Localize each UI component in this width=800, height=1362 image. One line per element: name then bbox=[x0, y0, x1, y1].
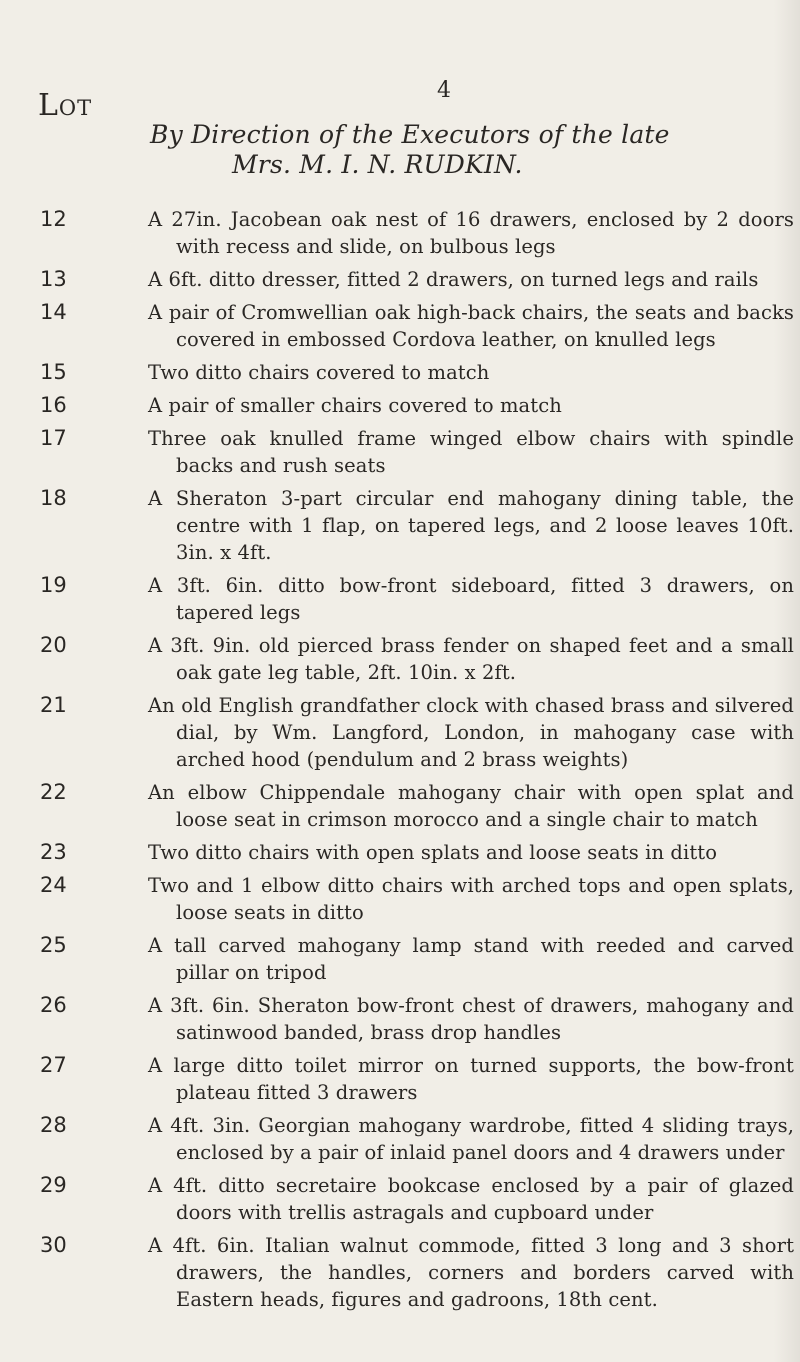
lot-number: 25 bbox=[40, 933, 67, 957]
lot-number: 15 bbox=[40, 360, 67, 384]
lot-number: 24 bbox=[40, 873, 67, 897]
lot-entry bbox=[0, 1052, 800, 1106]
lot-description: An old English grandfather clock with chased brass and silvered dial, by Wm. Langford, London, in mahogany case with arched hood (pendulum and 2 brass weights) bbox=[148, 694, 794, 771]
lot-description: A 27in. Jacobean oak nest of 16 drawers, enclosed by 2 doors with recess and slide, on bulbous legs bbox=[148, 208, 794, 258]
lot-number: 29 bbox=[40, 1173, 67, 1197]
lot-entry bbox=[0, 485, 800, 566]
lot-entry bbox=[0, 359, 800, 386]
lot-description: A 4ft. 3in. Georgian mahogany wardrobe, fitted 4 sliding trays, enclosed by a pair of inlaid panel doors and 4 drawers under bbox=[148, 1114, 794, 1164]
lot-column-header: Lot bbox=[38, 88, 93, 123]
lot-description: Three oak knulled frame winged elbow chairs with spindle backs and rush seats bbox=[148, 427, 794, 477]
lot-description: A 3ft. 6in. Sheraton bow-front chest of drawers, mahogany and satinwood banded, brass drop handles bbox=[148, 994, 794, 1044]
lot-entry bbox=[0, 872, 800, 926]
lot-description: Two ditto chairs covered to match bbox=[148, 361, 490, 384]
lot-entry bbox=[0, 992, 800, 1046]
lot-description: A Sheraton 3-part circular end mahogany dining table, the centre with 1 flap, on tapered legs, and 2 loose leaves 10ft. 3in. x 4ft. bbox=[148, 487, 794, 564]
lot-entry bbox=[0, 572, 800, 626]
lot-entry bbox=[0, 632, 800, 686]
lot-number: 20 bbox=[40, 633, 67, 657]
lot-number: 19 bbox=[40, 573, 67, 597]
lot-number: 16 bbox=[40, 393, 67, 417]
lot-entry bbox=[0, 839, 800, 866]
lot-entry bbox=[0, 1112, 800, 1166]
lot-number: 23 bbox=[40, 840, 67, 864]
lot-entry bbox=[0, 206, 800, 260]
lot-number: 26 bbox=[40, 993, 67, 1017]
lot-number: 13 bbox=[40, 267, 67, 291]
lot-entry bbox=[0, 266, 800, 293]
lot-number: 17 bbox=[40, 426, 67, 450]
lot-entry bbox=[0, 425, 800, 479]
lot-description: A tall carved mahogany lamp stand with reeded and carved pillar on tripod bbox=[148, 934, 794, 984]
page-number: 4 bbox=[437, 78, 451, 103]
lot-number: 22 bbox=[40, 780, 67, 804]
lot-number: 18 bbox=[40, 486, 67, 510]
lot-description: A large ditto toilet mirror on turned supports, the bow-front plateau fitted 3 drawers bbox=[148, 1054, 794, 1104]
lot-entry bbox=[0, 692, 800, 773]
sale-heading bbox=[150, 120, 770, 180]
lot-entry bbox=[0, 1232, 800, 1313]
lot-description: A pair of Cromwellian oak high-back chairs, the seats and backs covered in embossed Cordova leather, on knulled legs bbox=[148, 301, 794, 351]
lot-entry bbox=[0, 299, 800, 353]
lot-number: 12 bbox=[40, 207, 67, 231]
lot-number: 28 bbox=[40, 1113, 67, 1137]
lot-entry bbox=[0, 932, 800, 986]
lot-entry bbox=[0, 392, 800, 419]
lot-description: A 4ft. ditto secretaire bookcase enclosed by a pair of glazed doors with trellis astragals and cupboard under bbox=[148, 1174, 794, 1224]
lot-description: Two ditto chairs with open splats and loose seats in ditto bbox=[148, 841, 718, 864]
lot-description: Two and 1 elbow ditto chairs with arched tops and open splats, loose seats in ditto bbox=[148, 874, 794, 924]
lot-description: A pair of smaller chairs covered to match bbox=[148, 394, 562, 417]
lot-number: 30 bbox=[40, 1233, 67, 1257]
lot-list bbox=[0, 206, 800, 1319]
heading-line-1: By Direction of the Executors of the late bbox=[150, 120, 670, 149]
lot-number: 21 bbox=[40, 693, 67, 717]
lot-description: A 3ft. 6in. ditto bow-front sideboard, fitted 3 drawers, on tapered legs bbox=[148, 574, 794, 624]
lot-description: A 4ft. 6in. Italian walnut commode, fitted 3 long and 3 short drawers, the handles, corners and borders carved with Eastern heads, figures and gadroons, 18th cent. bbox=[148, 1234, 794, 1311]
lot-description: An elbow Chippendale mahogany chair with open splat and loose seat in crimson morocco and a single chair to match bbox=[148, 781, 794, 831]
lot-entry bbox=[0, 1172, 800, 1226]
lot-description: A 3ft. 9in. old pierced brass fender on shaped feet and a small oak gate leg table, 2ft. 10in. x 2ft. bbox=[148, 634, 794, 684]
lot-number: 14 bbox=[40, 300, 67, 324]
lot-description: A 6ft. ditto dresser, fitted 2 drawers, on turned legs and rails bbox=[148, 268, 759, 291]
lot-entry bbox=[0, 779, 800, 833]
heading-line-2: Mrs. M. I. N. RUDKIN. bbox=[232, 150, 523, 179]
lot-number: 27 bbox=[40, 1053, 67, 1077]
